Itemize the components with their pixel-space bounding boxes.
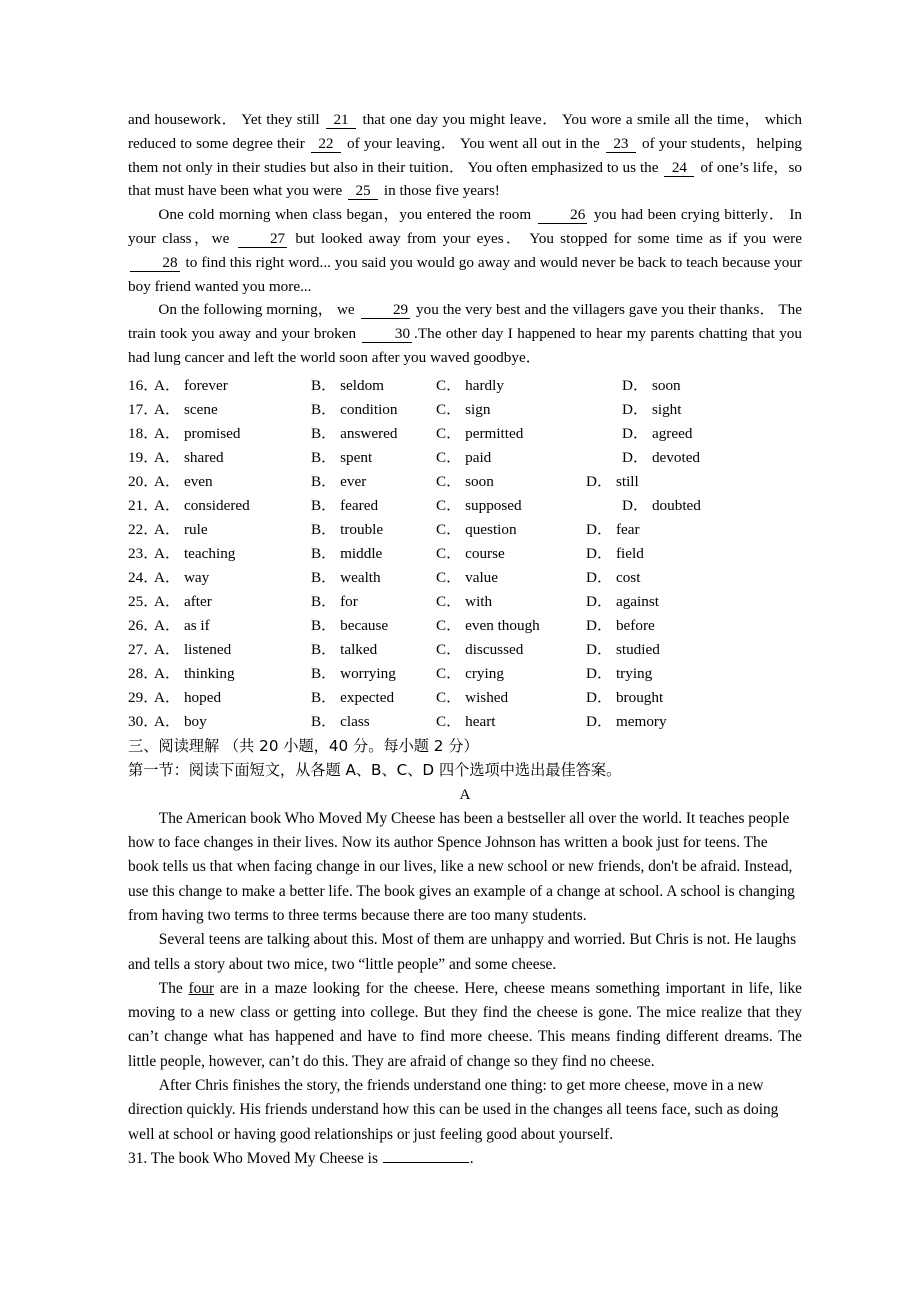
cloze-text: of your students，helping them not only in their studies but also in their tuition． You often emphasized to us the [128, 134, 803, 176]
option-choice-d[interactable]: D． cost [586, 568, 641, 586]
option-choice-a[interactable]: A． after [154, 592, 212, 610]
paragraph-3-rest: are in a maze looking for the cheese. Here, cheese means something important in life, like moving to a new class or getting into college. But they find the cheese is gone. The mice realize that they can’t change what has happened and have to find more cheese. This means finding different dreams. The little people, however, can’t do this. They are afraid of change so they find no cheese. [128, 979, 803, 1070]
option-row [128, 686, 802, 710]
cloze-paragraph [128, 108, 802, 203]
option-row [128, 542, 802, 566]
option-choice-d[interactable]: D． devoted [622, 448, 701, 466]
paragraph-3-lead: The [158, 979, 189, 997]
option-choice-c[interactable]: C． even though [436, 616, 540, 634]
option-choice-c[interactable]: C． hardly [436, 376, 504, 394]
option-choice-c[interactable]: C． supposed [436, 496, 522, 514]
option-number: 27． [128, 640, 159, 658]
option-choice-d[interactable]: D． sight [622, 400, 682, 418]
option-number: 23． [128, 544, 159, 562]
option-number: 26． [128, 616, 159, 634]
option-number: 24． [128, 568, 159, 586]
underlined-word-four: four [188, 979, 215, 997]
cloze-text: and housework． Yet they still [128, 111, 325, 128]
option-choice-d[interactable]: D． field [586, 544, 644, 562]
option-number: 19． [128, 448, 159, 466]
option-choice-c[interactable]: C． paid [436, 448, 492, 466]
reading-paragraph-1: The American book Who Moved My Cheese has been a bestseller all over the world. It teaches people how to face changes in their lives. Now its author Spence Johnson has written a book just for teens. The book tells us that when facing change in our lives, like a new school or new friends, don't be afraid. Instead, use this change to make a better life. The book gives an example of a change at school. A school is changing from having two terms to three terms because there are too many students. [128, 809, 795, 924]
option-choice-c[interactable]: C． value [436, 568, 499, 586]
question-31-answer-blank[interactable] [383, 1162, 469, 1163]
option-row [128, 470, 802, 494]
option-row [128, 422, 802, 446]
option-choice-d[interactable]: D． soon [622, 376, 681, 394]
option-number: 20． [128, 472, 159, 490]
option-choice-c[interactable]: C． crying [436, 664, 504, 682]
question-31-period: . [469, 1149, 474, 1167]
option-choice-c[interactable]: C． course [436, 544, 505, 562]
option-choice-a[interactable]: A． teaching [154, 544, 236, 562]
option-choice-c[interactable]: C． heart [436, 712, 496, 730]
section-subheading: 第一节：阅读下面短文，从各题 A、B、C、D 四个选项中选出最佳答案。 [128, 760, 622, 779]
option-choice-a[interactable]: A． way [154, 568, 210, 586]
option-choice-a[interactable]: A． listened [154, 640, 232, 658]
cloze-passage [128, 108, 802, 370]
cloze-text: in those five years! [380, 182, 500, 200]
option-choice-c[interactable]: C． discussed [436, 640, 524, 658]
option-row [128, 374, 802, 398]
cloze-blank-29[interactable]: 29 [361, 302, 411, 319]
option-choice-b[interactable]: B． spent [311, 448, 373, 466]
option-choice-a[interactable]: A． shared [154, 448, 224, 466]
option-choice-b[interactable]: B． expected [311, 688, 395, 706]
option-choice-d[interactable]: D． against [586, 592, 659, 610]
option-choice-d[interactable]: D． brought [586, 688, 664, 706]
option-row [128, 590, 802, 614]
reading-paragraph-4: After Chris finishes the story, the friends understand one thing: to get more cheese, move in a new direction quickly. His friends understand how this can be used in the changes all teens face, such as doing well at school or having good relationships or just feeling good about yourself. [128, 1077, 779, 1143]
option-choice-d[interactable]: D． trying [586, 664, 653, 682]
option-choice-b[interactable]: B． condition [311, 400, 398, 418]
option-choice-a[interactable]: A． boy [154, 712, 207, 730]
reading-paragraph-3 [128, 977, 802, 1074]
option-choice-d[interactable]: D． studied [586, 640, 660, 658]
cloze-text: you the very best and the villagers gave you their thanks． The train took you away and your broken [128, 301, 802, 343]
option-choice-b[interactable]: B． seldom [311, 376, 384, 394]
cloze-blank-22[interactable]: 22 [311, 136, 341, 153]
cloze-text: to find this right word... you said you would go away and would never be back to teach because your boy friend wanted you more... [128, 253, 802, 295]
option-row [128, 446, 802, 470]
option-choice-d[interactable]: D． doubted [622, 496, 701, 514]
option-choice-a[interactable]: A． scene [154, 400, 218, 418]
option-choice-b[interactable]: B． talked [311, 640, 378, 658]
option-choice-d[interactable]: D． before [586, 616, 655, 634]
option-choice-c[interactable]: C． question [436, 520, 517, 538]
option-row [128, 638, 802, 662]
cloze-text: .The other day I happened to hear my parents chatting that you had lung cancer and left the world soon after you waved goodbye． [128, 325, 802, 366]
cloze-blank-21[interactable]: 21 [326, 112, 356, 129]
option-number: 25． [128, 592, 159, 610]
question-31-text: 31. The book Who Moved My Cheese is [128, 1149, 382, 1167]
cloze-text: On the following morning， we [158, 301, 359, 319]
option-row [128, 494, 802, 518]
option-choice-b[interactable]: B． trouble [311, 520, 384, 538]
option-number: 16． [128, 376, 159, 394]
cloze-blank-28[interactable]: 28 [130, 255, 180, 272]
option-number: 22． [128, 520, 159, 538]
option-choice-a[interactable]: A． rule [154, 520, 208, 538]
cloze-text: but looked away from your eyes． You stopped for some time as if you were [289, 229, 802, 247]
option-choice-d[interactable]: D． still [586, 472, 639, 490]
cloze-text: that one day you might leave． You wore a smile all the time， which reduced to some degree their [128, 111, 802, 152]
cloze-blank-30[interactable]: 30 [362, 326, 412, 343]
option-choice-c[interactable]: C． soon [436, 472, 494, 490]
option-choice-b[interactable]: B． middle [311, 544, 383, 562]
option-choice-b[interactable]: B． class [311, 712, 370, 730]
option-choice-c[interactable]: C． permitted [436, 424, 524, 442]
option-number: 29． [128, 688, 159, 706]
option-choice-d[interactable]: D． memory [586, 712, 667, 730]
cloze-blank-24[interactable]: 24 [664, 160, 694, 177]
cloze-paragraph [128, 203, 802, 298]
option-choice-b[interactable]: B． for [311, 592, 358, 610]
option-choice-b[interactable]: B． because [311, 616, 389, 634]
cloze-paragraph [128, 298, 802, 369]
option-row [128, 518, 802, 542]
option-choice-a[interactable]: A． thinking [154, 664, 235, 682]
option-choice-a[interactable]: A． hoped [154, 688, 222, 706]
option-number: 18． [128, 424, 159, 442]
option-number: 30． [128, 712, 159, 730]
option-choice-b[interactable]: B． feared [311, 496, 379, 514]
option-choice-a[interactable]: A． forever [154, 376, 228, 394]
cloze-options-list [128, 374, 802, 734]
option-number: 28． [128, 664, 159, 682]
cloze-blank-23[interactable]: 23 [606, 136, 636, 153]
option-choice-d[interactable]: D． agreed [622, 424, 693, 442]
option-choice-b[interactable]: B． wealth [311, 568, 381, 586]
cloze-text: One cold morning when class began，you entered the room [158, 206, 536, 224]
option-choice-b[interactable]: B． ever [311, 472, 367, 490]
cloze-blank-27[interactable]: 27 [238, 231, 288, 248]
option-choice-a[interactable]: A． as if [154, 616, 210, 634]
cloze-text: you had been crying bitterly． In your class，we [128, 206, 802, 247]
option-row [128, 566, 802, 590]
option-row [128, 398, 802, 422]
question-31 [128, 1147, 802, 1171]
reading-paragraph-2: Several teens are talking about this. Most of them are unhappy and worried. But Chris is not. He laughs and tells a story about two mice, two “little people” and some cheese. [128, 931, 797, 973]
cloze-blank-25[interactable]: 25 [348, 183, 378, 200]
option-choice-a[interactable]: A． even [154, 472, 213, 490]
section-heading: 三、阅读理解 （共 20 小题，40 分。每小题 2 分） [128, 736, 479, 755]
option-row [128, 662, 802, 686]
option-choice-b[interactable]: B． worrying [311, 664, 396, 682]
option-choice-a[interactable]: A． considered [154, 496, 250, 514]
option-number: 21． [128, 496, 159, 514]
option-number: 17． [128, 400, 159, 418]
option-choice-a[interactable]: A． promised [154, 424, 241, 442]
option-choice-b[interactable]: B． answered [311, 424, 398, 442]
passage-letter-a: A [459, 785, 471, 803]
option-choice-c[interactable]: C． wished [436, 688, 509, 706]
option-row [128, 710, 802, 734]
cloze-text: of one’s life，so that must have been what you were [128, 158, 802, 200]
option-choice-c[interactable]: C． sign [436, 400, 491, 418]
cloze-blank-26[interactable]: 26 [538, 207, 588, 224]
option-row [128, 614, 802, 638]
exam-page [128, 108, 802, 1171]
option-choice-d[interactable]: D． fear [586, 520, 640, 538]
option-choice-c[interactable]: C． with [436, 592, 493, 610]
cloze-text: of your leaving． You went all out in the [342, 134, 604, 152]
